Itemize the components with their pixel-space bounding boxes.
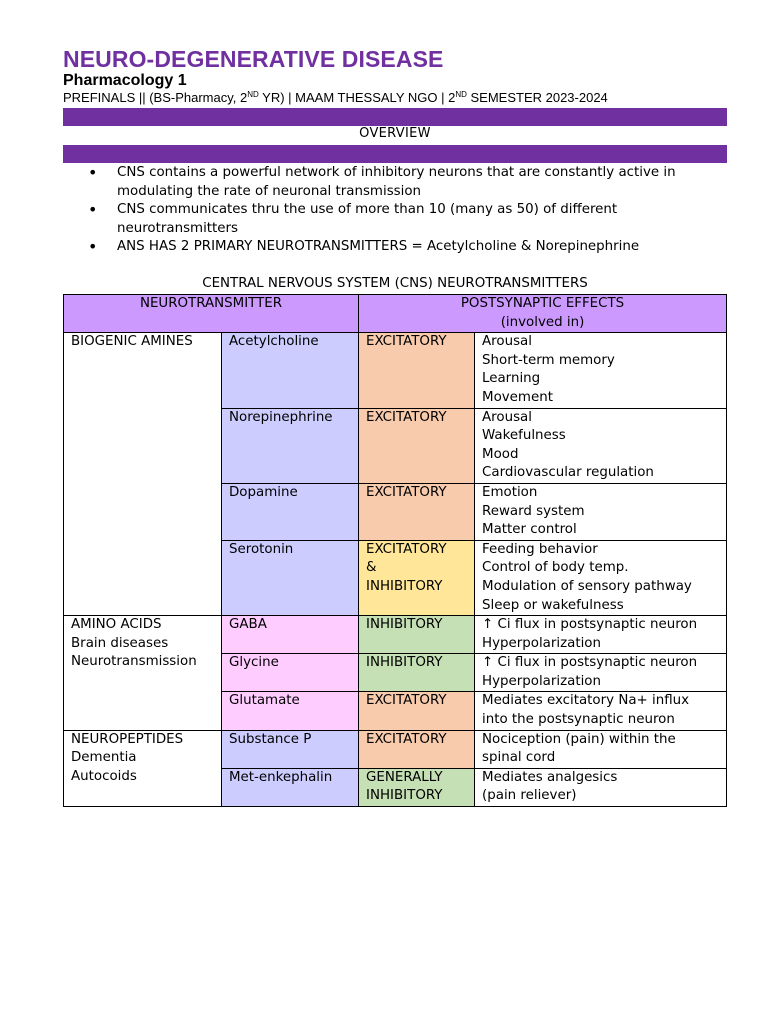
involved-item: ↑ Ci flux in postsynaptic neuron: [482, 617, 698, 633]
effect-cell: [359, 616, 475, 654]
involved-cell: [475, 540, 727, 615]
effect-cell: [359, 408, 475, 483]
involved-cell: [475, 692, 727, 730]
involved-item: Hyperpolarization: [482, 635, 601, 651]
meta-sup-1: ND: [247, 90, 259, 99]
header-neurotransmitter: NEUROTRANSMITTER: [64, 295, 359, 333]
bullet-item: • ANS HAS 2 PRIMARY NEUROTRANSMITTERS = Acetylcholine & Norepinephrine: [63, 238, 727, 257]
neurotransmitter-name: GABA: [222, 616, 359, 654]
subject-title: Pharmacology 1: [63, 72, 187, 89]
header-postsynaptic-effects: [359, 295, 727, 333]
page-title: NEURO-DEGENERATIVE DISEASE: [63, 46, 444, 72]
involved-item: Learning: [482, 371, 541, 387]
class-label: AMINO ACIDS: [71, 617, 162, 633]
bullet-item: • CNS contains a powerful network of inhibitory neurons that are constantly active in modulating the rate of neuronal transmission: [63, 164, 727, 201]
involved-cell: [475, 333, 727, 408]
class-cell: [64, 333, 222, 616]
neurotransmitter-table: [63, 294, 727, 807]
involved-item: Emotion: [482, 484, 538, 500]
effect-label: GENERALLY: [366, 769, 443, 785]
effect-cell: [359, 692, 475, 730]
meta-part-1: PREFINALS || (BS-Pharmacy, 2: [63, 90, 248, 105]
class-cell: [64, 730, 222, 806]
involved-item: spinal cord: [482, 750, 556, 766]
effect-label: EXCITATORY: [366, 541, 447, 557]
class-label: BIOGENIC AMINES: [71, 334, 193, 350]
class-label: NEUROPEPTIDES: [71, 731, 184, 747]
neurotransmitter-name: Serotonin: [222, 540, 359, 615]
header-effects-line: POSTSYNAPTIC EFFECTS: [460, 296, 625, 311]
class-label: Brain diseases: [71, 635, 169, 651]
table-header-row: [64, 295, 727, 333]
involved-item: Reward system: [482, 503, 585, 519]
involved-item: Arousal: [482, 334, 532, 350]
involved-item: Feeding behavior: [482, 541, 598, 557]
involved-cell: [475, 654, 727, 692]
involved-cell: [475, 483, 727, 540]
involved-item: Hyperpolarization: [482, 673, 601, 689]
effect-cell: [359, 333, 475, 408]
involved-item: Mediates analgesics: [482, 769, 618, 785]
neurotransmitter-name: Glycine: [222, 654, 359, 692]
involved-item: Matter control: [482, 522, 577, 538]
involved-item: Modulation of sensory pathway: [482, 578, 692, 594]
involved-cell: [475, 408, 727, 483]
effect-cell: [359, 730, 475, 768]
involved-item: Cardiovascular regulation: [482, 465, 654, 481]
class-label: Autocoids: [71, 768, 137, 784]
table-row: [64, 616, 727, 654]
meta-part-2: YR) | MAAM THESSALY NGO | 2: [258, 90, 456, 105]
effect-label: INHIBITORY: [366, 788, 443, 804]
effect-label: EXCITATORY: [366, 409, 447, 425]
neurotransmitter-name: Norepinephrine: [222, 408, 359, 483]
involved-item: Short-term memory: [482, 352, 615, 368]
section-title: OVERVIEW: [359, 126, 431, 141]
involved-item: Nociception (pain) within the: [482, 731, 676, 747]
overview-bullets: [63, 164, 727, 257]
bullet-item: • CNS communicates thru the use of more than 10 (many as 50) of different neurotransmitters: [63, 201, 727, 238]
class-label: Dementia: [71, 750, 137, 766]
involved-item: (pain reliever): [482, 788, 577, 804]
involved-cell: [475, 616, 727, 654]
section-bar-bottom: [63, 145, 727, 163]
involved-item: ↑ Ci flux in postsynaptic neuron: [482, 655, 698, 671]
course-meta: [63, 90, 608, 105]
header-effects-subline: (involved in): [500, 314, 585, 330]
involved-item: Sleep or wakefulness: [482, 597, 624, 613]
effect-cell: [359, 540, 475, 615]
effect-label: EXCITATORY: [366, 334, 447, 350]
involved-item: Wakefulness: [482, 428, 566, 444]
involved-item: Mediates excitatory Na+ influx: [482, 693, 690, 709]
table-row: [64, 333, 727, 408]
effect-cell: [359, 768, 475, 806]
effect-label: EXCITATORY: [366, 693, 447, 709]
section-bar-top: [63, 108, 727, 126]
neurotransmitter-name: Glutamate: [222, 692, 359, 730]
involved-item: Movement: [482, 389, 553, 405]
neurotransmitter-name: Dopamine: [222, 483, 359, 540]
table-row: [64, 730, 727, 768]
involved-item: Arousal: [482, 409, 532, 425]
effect-label: INHIBITORY: [366, 617, 443, 633]
involved-item: into the postsynaptic neuron: [482, 712, 675, 728]
effect-label: INHIBITORY: [366, 655, 443, 671]
involved-cell: [475, 730, 727, 768]
neurotransmitter-name: Met-enkephalin: [222, 768, 359, 806]
effect-label: &: [366, 560, 377, 576]
involved-cell: [475, 768, 727, 806]
meta-part-3: SEMESTER 2023-2024: [466, 90, 608, 105]
involved-item: Mood: [482, 446, 519, 462]
effect-cell: [359, 654, 475, 692]
class-label: Neurotransmission: [71, 654, 197, 670]
table-caption: CENTRAL NERVOUS SYSTEM (CNS) NEUROTRANSMITTERS: [202, 276, 588, 291]
effect-label: EXCITATORY: [366, 484, 447, 500]
effect-label: EXCITATORY: [366, 731, 447, 747]
neurotransmitter-name: Acetylcholine: [222, 333, 359, 408]
class-cell: [64, 616, 222, 731]
effect-label: INHIBITORY: [366, 578, 443, 594]
table-body: [64, 333, 727, 807]
neurotransmitter-name: Substance P: [222, 730, 359, 768]
meta-sup-2: ND: [455, 90, 467, 99]
involved-item: Control of body temp.: [482, 560, 629, 576]
effect-cell: [359, 483, 475, 540]
